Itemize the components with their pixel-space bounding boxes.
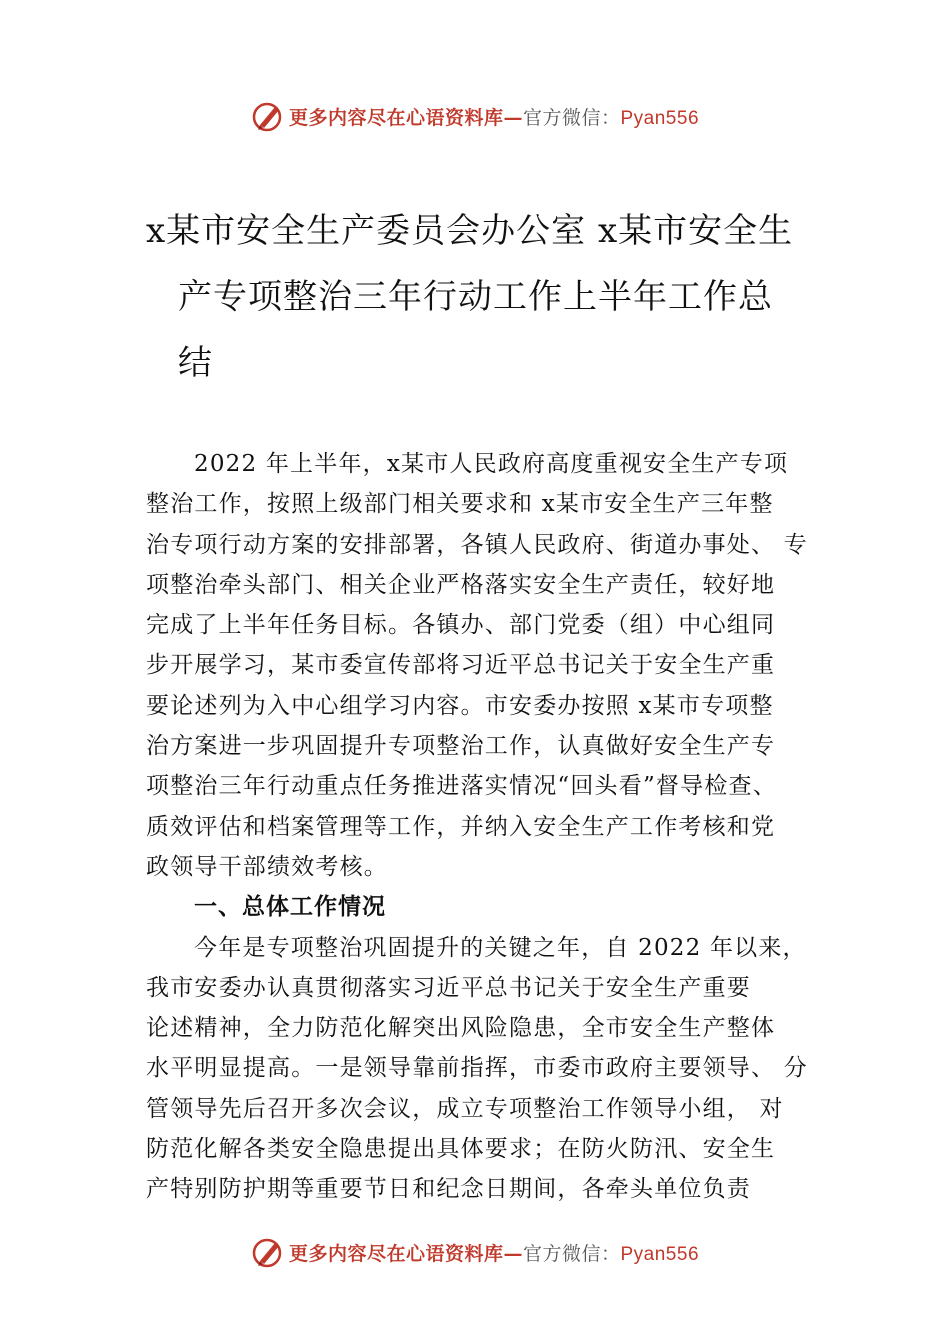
watermark-text: 更多内容尽在心语资料库—官方微信：Pyan556 xyxy=(288,1242,700,1265)
document-title xyxy=(146,198,806,396)
text-line: 政领导干部绩效考核。 xyxy=(146,853,388,880)
document-body xyxy=(146,444,816,1210)
intro-paragraph xyxy=(146,444,816,887)
footer-watermark xyxy=(0,1232,950,1272)
text-line: 我市安委办认真贯彻落实习近平总书记关于安全生产重要 xyxy=(146,974,751,1001)
text-line: 项整治三年行动重点任务推进落实情况“回头看”督导检查、 xyxy=(146,773,777,800)
text-line: 防范化解各类安全隐患提出具体要求；在防火防汛、安全生 xyxy=(146,1136,776,1163)
section-heading: 一、总体工作情况 xyxy=(194,894,386,921)
title-line: x某市安全生产委员会办公室 x某市安全生 xyxy=(146,211,794,251)
header-watermark xyxy=(0,96,950,136)
pen-logo-icon xyxy=(251,99,285,133)
text-line: 质效评估和档案管理等工作，并纳入安全生产工作考核和党 xyxy=(146,813,776,840)
section1-paragraph xyxy=(146,928,816,1210)
title-line: 产专项整治三年行动工作上半年工作总 xyxy=(178,277,773,317)
text-line: 项整治牵头部门、相关企业严格落实安全生产责任，较好地 xyxy=(146,571,776,598)
text-line: 2022 年上半年，x某市人民政府高度重视安全生产专项 xyxy=(194,451,789,477)
text-line: 步开展学习，某市委宣传部将习近平总书记关于安全生产重 xyxy=(146,652,776,679)
pen-logo-icon xyxy=(251,1235,285,1269)
text-line: 管领导先后召开多次会议，成立专项整治工作领导小组， 对 xyxy=(146,1095,784,1122)
text-line: 整治工作，按照上级部门相关要求和 x某市安全生产三年整 xyxy=(146,491,774,518)
text-line: 论述精神，全力防范化解突出风险隐患，全市安全生产整体 xyxy=(146,1015,776,1042)
watermark-text: 更多内容尽在心语资料库—官方微信：Pyan556 xyxy=(288,106,700,129)
title-line: 结 xyxy=(178,343,213,383)
text-line: 水平明显提高。一是领导靠前指挥，市委市政府主要领导、 分 xyxy=(146,1055,808,1082)
text-line: 要论述列为入中心组学习内容。市安委办按照 x某市专项整 xyxy=(146,692,774,719)
text-line: 今年是专项整治巩固提升的关键之年，自 2022 年以来， xyxy=(194,934,807,961)
text-line: 治专项行动方案的安排部署，各镇人民政府、街道办事处、 专 xyxy=(146,531,808,558)
text-line: 治方案进一步巩固提升专项整治工作，认真做好安全生产专 xyxy=(146,733,776,760)
text-line: 完成了上半年任务目标。各镇办、部门党委（组）中心组同 xyxy=(146,612,776,639)
text-line: 产特别防护期等重要节日和纪念日期间，各牵头单位负责 xyxy=(146,1176,751,1203)
